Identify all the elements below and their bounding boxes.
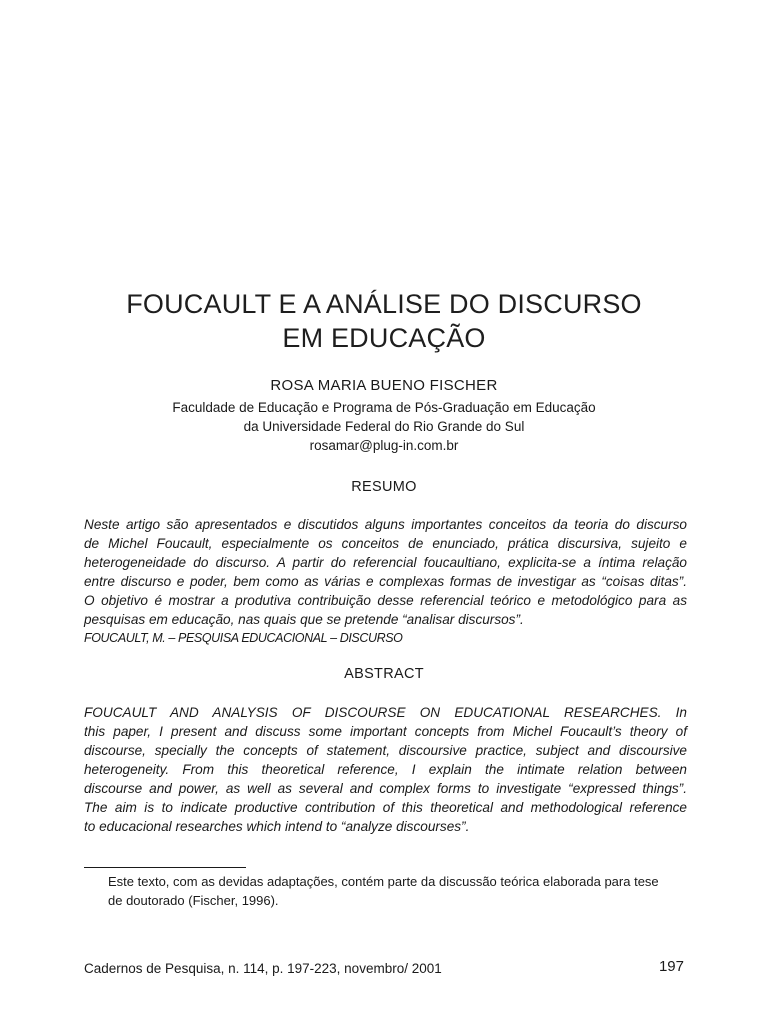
abstract-line: FOUCAULT AND ANALYSIS OF DISCOURSE ON EDUCATIONAL RESEARCHES. In <box>84 705 687 720</box>
resumo-text <box>84 515 687 648</box>
abstract-line: The aim is to indicate productive contribution of this theoretical and methodological reference <box>84 800 687 815</box>
resumo-keywords: FOUCAULT, M. – PESQUISA EDUCACIONAL – DISCURSO <box>84 631 403 645</box>
resumo-line: Neste artigo são apresentados e discutidos alguns importantes conceitos da teoria do discurso <box>84 517 687 532</box>
abstract-line: heterogeneity. From this theoretical reference, I explain the intimate relation between <box>84 762 687 777</box>
resumo-line: de Michel Foucault, especialmente os conceitos de enunciado, prática discursiva, sujeito e <box>84 536 687 551</box>
resumo-line: entre discurso e poder, bem como as várias e complexas formas de investigar as “coisas ditas”. <box>84 574 687 589</box>
article-title <box>84 287 684 355</box>
affiliation-line-1: Faculdade de Educação e Programa de Pós-Graduação em Educação <box>172 400 596 415</box>
resumo-line: heterogeneidade do discurso. A partir do referencial foucaultiano, explicita-se a íntima relação <box>84 555 687 570</box>
affiliation-line-2: da Universidade Federal do Rio Grande do Sul <box>243 419 525 434</box>
abstract-line: discourse, specially the concepts of statement, discoursive practice, subject and discoursive <box>84 743 687 758</box>
author-affiliation <box>84 398 684 455</box>
footnote <box>108 872 688 910</box>
footnote-line-2: de doutorado (Fischer, 1996). <box>108 893 279 908</box>
abstract-line: to educacional researches which intend to “analyze discourses”. <box>84 819 470 834</box>
title-line-2: EM EDUCAÇÃO <box>282 323 486 353</box>
page-number: 197 <box>658 958 684 975</box>
footnote-divider <box>84 867 246 868</box>
abstract-heading: ABSTRACT <box>344 666 424 682</box>
resumo-line: O objetivo é mostrar a produtiva contribuição desse referencial teórico e metodológico para as <box>84 593 687 608</box>
abstract-line: this paper, I present and discuss some important concepts from Michel Foucault’s theory of <box>84 724 687 739</box>
resumo-heading: RESUMO <box>351 479 417 495</box>
footnote-line-1: Este texto, com as devidas adaptações, contém parte da discussão teórica elaborada para tese <box>108 874 659 889</box>
resumo-line: pesquisas em educação, nas quais que se pretende “analisar discursos”. <box>84 612 524 627</box>
journal-citation: Cadernos de Pesquisa, n. 114, p. 197-223, novembro/ 2001 <box>84 961 442 976</box>
abstract-line: discourse and power, as well as several and complex forms to investigate “expressed things”. <box>84 781 687 796</box>
author-name: ROSA MARIA BUENO FISCHER <box>270 377 498 394</box>
title-line-1: FOUCAULT E A ANÁLISE DO DISCURSO <box>126 289 642 319</box>
author-email: rosamar@plug-in.com.br <box>309 438 459 453</box>
abstract-text <box>84 703 687 836</box>
